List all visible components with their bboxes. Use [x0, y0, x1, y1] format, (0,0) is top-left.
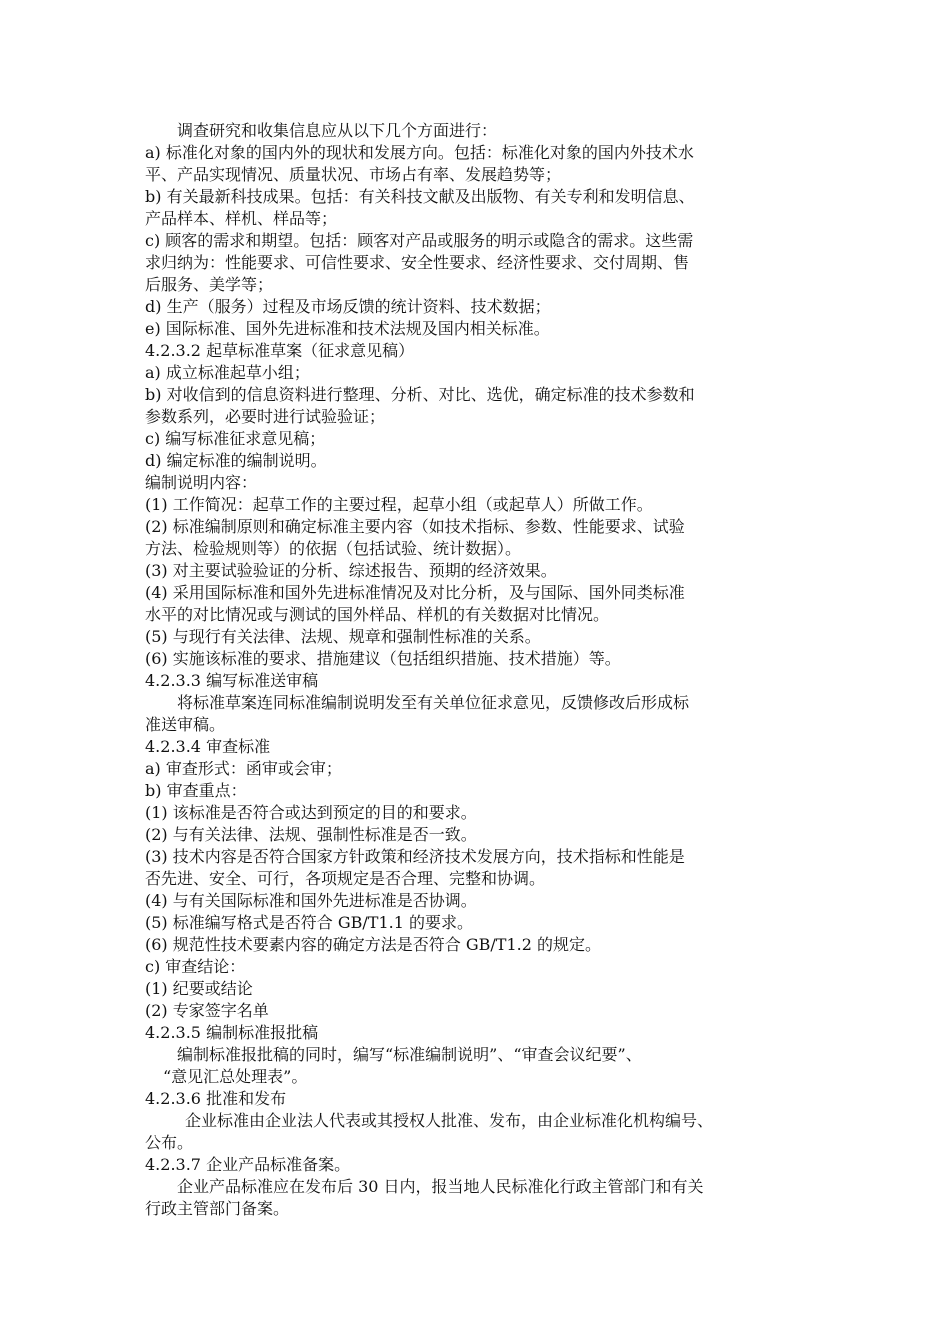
text-line: 求归纳为：性能要求、可信性要求、安全性要求、经济性要求、交付周期、售 — [145, 253, 690, 272]
text-line: (2) 与有关法律、法规、强制性标准是否一致。 — [145, 825, 477, 844]
text-line: (1) 纪要或结论 — [145, 979, 253, 998]
text-line: d) 编定标准的编制说明。 — [145, 451, 327, 470]
text-line: a) 成立标准起草小组； — [145, 363, 310, 382]
text-line: c) 顾客的需求和期望。包括：顾客对产品或服务的明示或隐含的需求。这些需 — [145, 231, 694, 250]
text-line: 4.2.3.6 批准和发布 — [145, 1089, 287, 1108]
text-line: 4.2.3.3 编写标准送审稿 — [145, 671, 319, 690]
text-line: 参数系列，必要时进行试验验证； — [145, 407, 386, 426]
text-line: (4) 与有关国际标准和国外先进标准是否协调。 — [145, 891, 477, 910]
text-line: 4.2.3.2 起草标准草案（征求意见稿） — [145, 341, 415, 360]
text-line: (4) 采用国际标准和国外先进标准情况及对比分析，及与国际、国外同类标准 — [145, 583, 685, 602]
text-line: a) 标准化对象的国内外的现状和发展方向。包括：标准化对象的国内外技术水 — [145, 143, 694, 162]
text-line: a) 审查形式：函审或会审； — [145, 759, 342, 778]
text-line: 4.2.3.4 审查标准 — [145, 737, 271, 756]
text-line: “意见汇总处理表”。 — [163, 1067, 308, 1086]
text-line: c) 审查结论： — [145, 957, 246, 976]
text-line: 4.2.3.5 编制标准报批稿 — [145, 1023, 319, 1042]
text-line: 编制说明内容： — [145, 473, 258, 492]
text-line: d) 生产（服务）过程及市场反馈的统计资料、技术数据； — [145, 297, 551, 316]
text-line: 产品样本、样机、样品等； — [145, 209, 338, 228]
text-line: (6) 规范性技术要素内容的确定方法是否符合 GB/T1.2 的规定。 — [145, 935, 601, 954]
text-line: (2) 标准编制原则和确定标准主要内容（如技术指标、参数、性能要求、试验 — [145, 517, 685, 536]
text-line: 将标准草案连同标准编制说明发至有关单位征求意见，反馈修改后形成标 — [177, 693, 690, 712]
text-line: b) 有关最新科技成果。包括：有关科技文献及出版物、有关专利和发明信息、 — [145, 187, 695, 206]
text-line: 水平的对比情况或与测试的国外样品、样机的有关数据对比情况。 — [145, 605, 610, 624]
text-line: (6) 实施该标准的要求、措施建议（包括组织措施、技术措施）等。 — [145, 649, 621, 668]
text-line: 编制标准报批稿的同时，编写“标准编制说明”、“审查会议纪要”、 — [177, 1045, 642, 1064]
text-line: 公布。 — [145, 1133, 194, 1152]
text-line: (1) 工作简况：起草工作的主要过程，起草小组（或起草人）所做工作。 — [145, 495, 653, 514]
text-line: (1) 该标准是否符合或达到预定的目的和要求。 — [145, 803, 477, 822]
text-line: 后服务、美学等； — [145, 275, 274, 294]
text-line: (3) 技术内容是否符合国家方针政策和经济技术发展方向，技术指标和性能是 — [145, 847, 685, 866]
text-line: (5) 与现行有关法律、法规、规章和强制性标准的关系。 — [145, 627, 541, 646]
text-line: 企业标准由企业法人代表或其授权人批准、发布，由企业标准化机构编号、 — [185, 1111, 714, 1130]
text-line: 行政主管部门备案。 — [145, 1199, 290, 1218]
text-line: b) 对收信到的信息资料进行整理、分析、对比、选优，确定标准的技术参数和 — [145, 385, 695, 404]
text-line: 企业产品标准应在发布后 30 日内，报当地人民标准化行政主管部门和有关 — [177, 1177, 704, 1196]
text-line: 调查研究和收集信息应从以下几个方面进行： — [177, 121, 498, 140]
text-line: c) 编写标准征求意见稿； — [145, 429, 326, 448]
text-line: b) 审查重点： — [145, 781, 247, 800]
text-line: (2) 专家签字名单 — [145, 1001, 269, 1020]
document-page — [145, 120, 813, 1220]
text-line: (3) 对主要试验验证的分析、综述报告、预期的经济效果。 — [145, 561, 557, 580]
text-line: e) 国际标准、国外先进标准和技术法规及国内相关标准。 — [145, 319, 550, 338]
text-line: 4.2.3.7 企业产品标准备案。 — [145, 1155, 351, 1174]
text-line: (5) 标准编写格式是否符合 GB/T1.1 的要求。 — [145, 913, 473, 932]
text-line: 准送审稿。 — [145, 715, 226, 734]
text-line: 否先进、安全、可行，各项规定是否合理、完整和协调。 — [145, 869, 546, 888]
text-line: 方法、检验规则等）的依据（包括试验、统计数据）。 — [145, 539, 522, 558]
text-line: 平、产品实现情况、质量状况、市场占有率、发展趋势等； — [145, 165, 562, 184]
